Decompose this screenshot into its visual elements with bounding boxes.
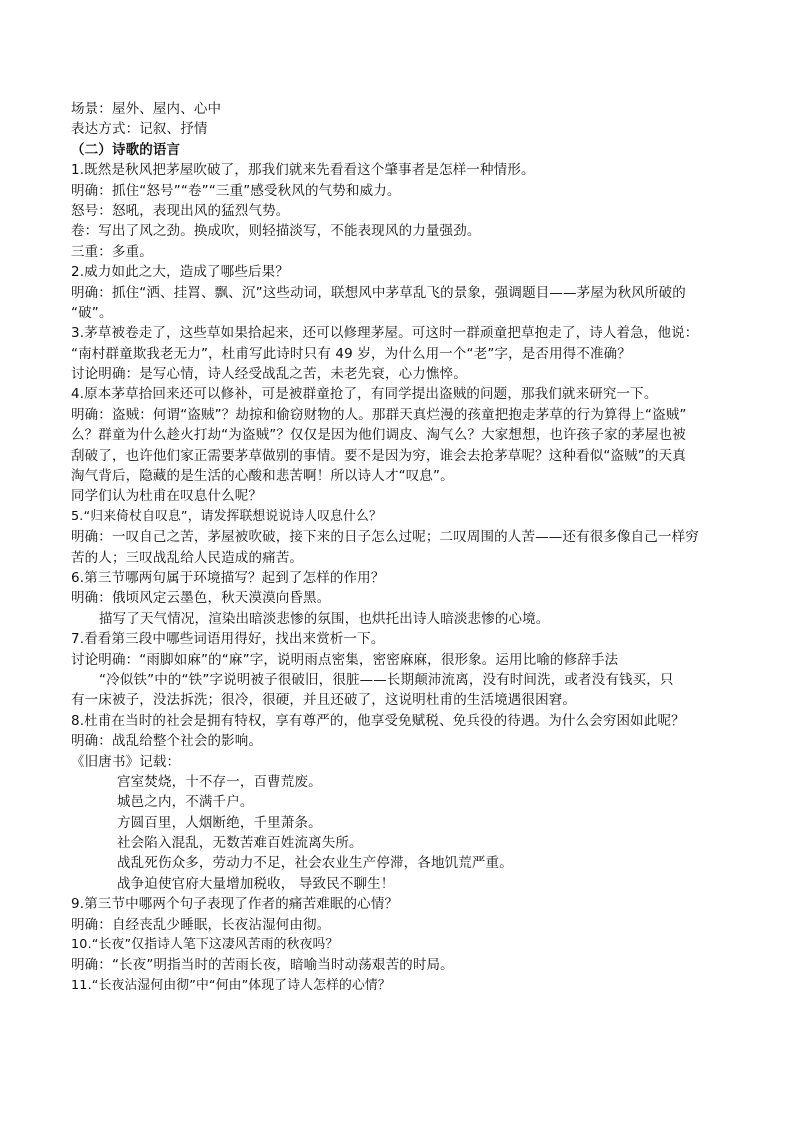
text-line: 明确：一叹自己之苦，茅屋被吹破，接下来的日子怎么过呢；二叹周围的人苦——还有很多像自己一样穷 (71, 529, 699, 546)
text-line: “破”。 (71, 304, 113, 321)
text-line: 城邑之内，不满千户。 (117, 794, 254, 811)
text-line: 描写了天气情况，渲染出暗淡悲惨的氛围，也烘托出诗人暗淡悲惨的心境。 (99, 610, 550, 627)
text-line: 明确：战乱给整个社会的影响。 (71, 733, 263, 750)
text-line: 明确：盗贼：何谓“盗贼”？劫掠和偷窃财物的人。那群天真烂漫的孩童把抱走茅草的行为算得上“盗贼” (71, 406, 687, 423)
text-line: 讨论明确：是写心情，诗人经受战乱之苦，未老先衰，心力憔悴。 (71, 366, 467, 383)
text-line: 淘气背后，隐藏的是生活的心酸和悲苦啊！所以诗人才“叹息”。 (71, 468, 454, 485)
text-line: 3.茅草被卷走了，这些草如果拾起来，还可以修理茅屋。可这时一群顽童把草抱走了，诗人着急，他说： (71, 325, 699, 342)
text-line: 明确：俄顷风定云墨色，秋天漠漠向昏黑。 (71, 590, 331, 607)
text-line: 1.既然是秋风把茅屋吹破了，那我们就来先看看这个肇事者是怎样一种情形。 (71, 162, 535, 179)
section-heading: （二）诗歌的语言 (71, 141, 181, 158)
document-body (71, 99, 725, 996)
text-line: 么？群童为什么趁火打劫“为盗贼”？仅仅是因为他们调皮、淘气么？大家想想，也许孩子家的茅屋也被 (71, 427, 686, 444)
text-line: 社会陷入混乱，无数苦难百姓流离失所。 (117, 835, 363, 852)
text-line: “冷似铁”中的“铁”字说明被子很破旧，很脏——长期颠沛流离，没有时间洗，或者没有钱买，只 (99, 671, 674, 688)
text-line: 明确：自经丧乱少睡眠，长夜沾湿何由彻。 (71, 916, 331, 933)
text-line: 7.看看第三段中哪些词语用得好，找出来赏析一下。 (71, 631, 385, 648)
text-line: 有一床被子，没法拆洗；很冷，很硬，并且还破了，这说明杜甫的生活境遇很困窘。 (71, 692, 577, 709)
text-line: 明确：“长夜”明指当时的苦雨长夜，暗喻当时动荡艰苦的时局。 (71, 957, 454, 974)
text-line: 5.“归来倚杖自叹息”，请发挥联想说说诗人叹息什么？ (71, 508, 382, 524)
text-line: 场景：屋外、屋内、心中 (71, 101, 222, 117)
text-line: 9.第三节中哪两个句子表现了作者的痛苦难眠的心情？ (71, 896, 399, 913)
text-line: 10.“长夜”仅指诗人笔下这凄风苦雨的秋夜吗？ (71, 937, 339, 953)
text-line: 11.“长夜沾湿何由彻”中“何由”体现了诗人怎样的心情？ (71, 977, 391, 993)
text-line: 明确：抓住“洒、挂罥、飘、沉”这些动词，联想风中茅草乱飞的景象，强调题目——茅屋为秋风所破的 (71, 284, 686, 301)
text-line: 2.威力如此之大，造成了哪些后果？ (71, 264, 289, 281)
text-line: 卷：写出了风之劲。换成吹，则轻描淡写，不能表现风的力量强劲。 (71, 223, 481, 240)
text-line: 战乱死伤众多，劳动力不足，社会农业生产停滞，各地饥荒严重。 (117, 855, 513, 872)
text-line: 4.原本茅草拾回来还可以修补，可是被群童抢了，有同学提出盗贼的问题，那我们就来研究一下。 (71, 386, 658, 403)
text-line: 8.杜甫在当时的社会是拥有特权，享有尊严的，他享受免赋税、免兵役的待遇。为什么会穷困如此呢？ (71, 712, 685, 729)
text-line: 宫室焚烧，十不存一，百曹荒废。 (117, 773, 322, 790)
text-line: 刮破了，也许他们家正需要茅草做别的事情。要不是因为穷，谁会去抢茅草呢？这种看似“盗贼”的天真 (71, 447, 686, 464)
text-line: 战争迫使官府大量增加税收， 导致民不聊生！ (117, 875, 395, 892)
text-line: 三重：多重。 (71, 243, 153, 260)
text-line: 同学们认为杜甫在叹息什么呢？ (71, 488, 263, 505)
text-line: 6.第三节哪两句属于环境描写？起到了怎样的作用？ (71, 569, 385, 586)
text-line: 方圆百里，人烟断绝，千里萧条。 (117, 814, 322, 831)
text-line: 《旧唐书》记载： (71, 753, 181, 770)
text-line: 怒号：怒吼，表现出风的猛烈气势。 (71, 202, 290, 219)
text-line: “南村群童欺我老无力”，杜甫写此诗时只有 49 岁，为什么用一个“老”字，是否用得不准确？ (71, 345, 631, 362)
text-line: 明确：抓住“怒号”“卷”“三重”感受秋风的气势和威力。 (71, 182, 401, 199)
text-line: 表达方式：记叙、抒情 (71, 121, 208, 138)
text-line: 苦的人；三叹战乱给人民造成的痛苦。 (71, 549, 304, 566)
text-line: 讨论明确：“雨脚如麻”的“麻”字，说明雨点密集，密密麻麻，很形象。运用比喻的修辞手法 (71, 651, 619, 668)
